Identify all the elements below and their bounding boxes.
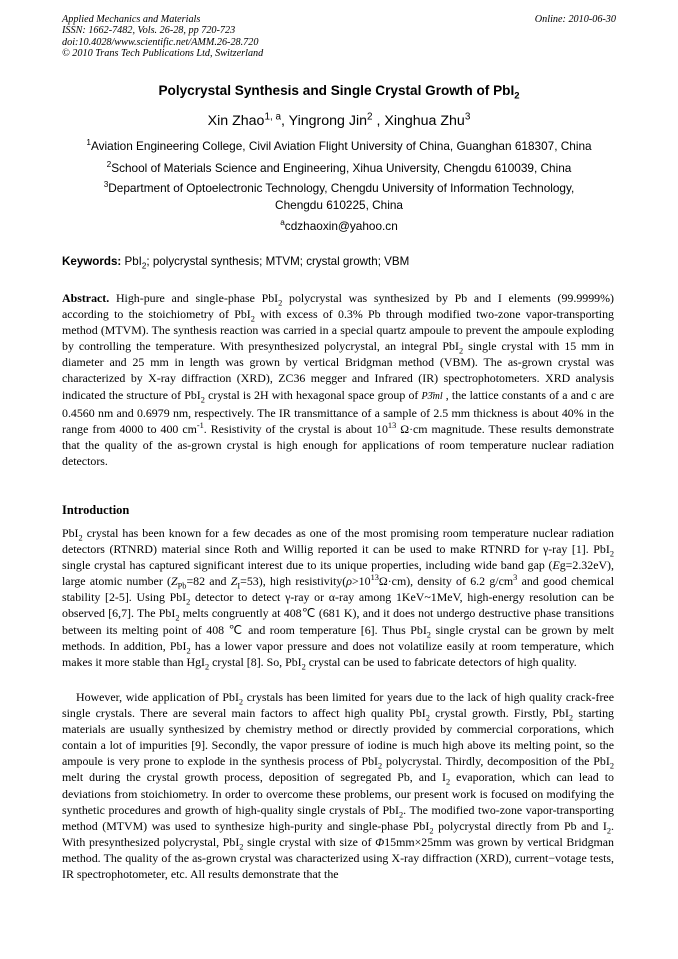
abstract: Abstract. High-pure and single-phase PbI$_2$ polycrystal was synthesized by Pb and I elements (99.9999%) according to the stoichiometry of PbI$_2$ with excess of 0.3% Pb through modified two-zone vapor-transporting method (MTVM). The synthesis reaction was carried in a special quartz ampoule to prevent the ampoule exploding by controlling the temperature. With presynthesized polycrystal, an integral PbI$_2$ single crystal with 15 mm in diameter and 25 mm in length was grown by vertical Bridgman method (VBM). The as-grown crystal was characterized by X-ray diffraction (XRD), ZC36 megger and Infrared (IR) spectrophotometers. XRD analysis indicated the structure of PbI$_2$ crystal is 2H with hexagonal space group of P3̄ml , the lattice constants of a and c are 0.4560 nm and 0.6979 nm, respectively. The IR transmittance of a sample of 2.5 mm thickness is about 40% in the range from 4000 to 400 $cm^{-1}$. Resistivity of the crystal is about $10^{13}$ Ω·cm magnitude. These results demonstrate that the quality of the as-grown crystal is high enough for applications of room temperature nuclear radiation detectors. — [62, 291, 615, 468]
paper-title: Polycrystal Synthesis and Single Crystal Growth of PbI$_2$ — [158, 83, 520, 102]
author-2: , Yingrong Jin — [281, 113, 367, 129]
space-group-symbol: P3̄ml — [421, 390, 443, 402]
journal-copyright: © 2010 Trans Tech Publications Ltd, Switzerland — [62, 48, 264, 60]
introduction-paragraph-2: However, wide application of PbI$_2$ crystals has been limited for years due to the lack of high quality crack-free single crystals. There are several main factors to affect high quality PbI$_2$ crystal growth. Firstly, PbI$_2$ starting materials are usually synthesized by chemistry method or directly provided by commercial corporations, which contain a lot of impurities [9]. Secondly, the vapor pressure of iodine is much high above its melting point, so the ampoule is very prone to explode in the synthesis process of PbI$_2$ polycrystal. Thirdly, decomposition of the PbI$_2$ melt during the crystal growth process, deposition of segregated Pb, and $I_2$ evaporation, which can lead to deviations from stoichiometry. In order to overcome these problems, our present work is focused on modifying the synthetic procedures and growth of high-quality single crystals of PbI$_2$. The modified two-zone vapor-transporting method (MTVM) was used to synthesize high-purity and single-phase PbI$_2$ polycrystal directly from Pb and $I_2$. With presynthesized polycrystal, PbI$_2$ single crystal with size of Φ15mm×25mm was grown by vertical Bridgman method. The quality of the as-grown crystal was characterized using X-ray diffraction (XRD), current−votage tests, IR spectrophotometer, etc. All results demonstrate that the — [62, 690, 614, 882]
author-email: $^a$cdzhaoxin@yahoo.cn — [280, 218, 398, 233]
journal-header — [62, 14, 616, 60]
author-3: , Xinghua Zhu — [372, 113, 465, 129]
abstract-label: Abstract. — [62, 291, 110, 305]
journal-doi: doi:10.4028/www.scientific.net/AMM.26-28.720 — [62, 36, 259, 48]
journal-name: Applied Mechanics and Materials — [62, 14, 201, 25]
online-date: Online: 2010-06-30 — [534, 14, 616, 25]
author-list: Xin Zhao$^{1, a}$, Yingrong Jin$^2$ , Xinghua Zhu$^3$ — [207, 111, 471, 129]
affiliation-3: $^3$Department of Optoelectronic Technology, Chengdu University of Information Technology, Chengdu 610225, China — [103, 180, 575, 212]
affiliation-1: $^1$Aviation Engineering College, Civil Aviation Flight University of China, Guanghan 618307, China — [86, 138, 592, 153]
keywords-label: Keywords: — [62, 255, 122, 268]
keywords: Keywords: PbI$_2$; polycrystal synthesis; MTVM; crystal growth; VBM — [62, 255, 410, 271]
affiliation-2: $^2$School of Materials Science and Engineering, Xihua University, Chengdu 610039, China — [106, 160, 572, 175]
journal-issn: ISSN: 1662-7482, Vols. 26-28, pp 720-723 — [62, 25, 236, 37]
introduction-heading: Introduction — [62, 503, 130, 517]
author-1: Xin Zhao — [207, 113, 265, 129]
introduction-paragraph-1: PbI$_2$ crystal has been known for a few decades as one of the most promising room temperature nuclear radiation detectors (RTNRD) material since Roth and Willig reported it can be used to make RTNRD for γ-ray [1]. PbI$_2$ single crystal has captured significant interest due to its unique properties, including wide band gap (Eg=2.32eV), large atomic number ($Z_{Pb}=82$ and $Z_I=53$), high $resistivity(\rho>10^{13}\Omega\cdot cm)$, density of 6.2 $g/cm^3$ and good chemical stability [2-5]. Using PbI$_2$ detector to detect γ-ray or α-ray among 1KeV~1MeV, high-energy resolution can be observed [6,7]. The PbI$_2$ melts congruently at 408℃ (681 K), and it does not undergo destructive phase transitions between its melting point of 408 ℃ and room temperature [6]. Thus PbI$_2$ single crystal can be grown by melt methods. In addition, PbI$_2$ has a lower vapor pressure and does not volatilize easily at room temperature, which makes it more stable than HgI$_2$ crystal [8]. So, PbI$_2$ crystal can be used to fabricate detectors of high quality. — [62, 526, 615, 672]
